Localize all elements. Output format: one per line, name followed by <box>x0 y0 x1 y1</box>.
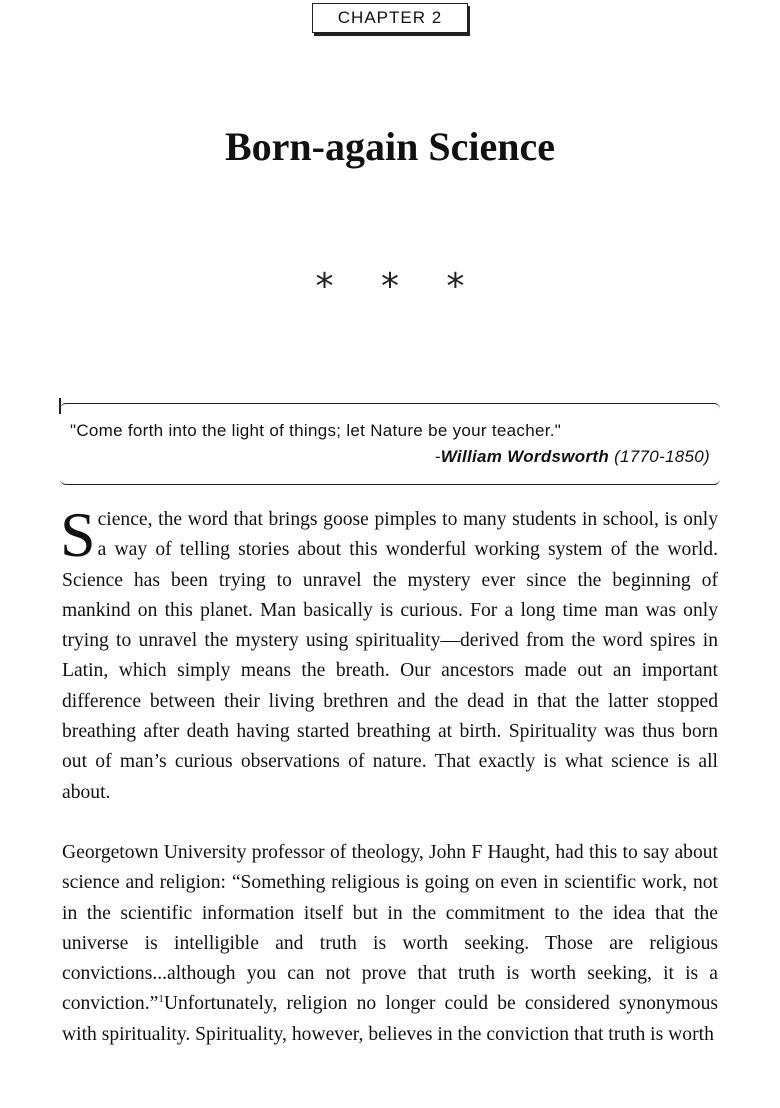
paragraph-2-text: Georgetown University professor of theology, John F Haught, had this to say about science and religion: “Something religious is going on even in scientific work, not in the scientific information itself but in the commitment to the idea that the universe is intelligible and truth is worth seeking. Those are religious convictions...although you can not prove that truth is worth seeking, it is a conviction.” <box>62 841 718 1015</box>
attribution-dash: - <box>434 447 441 466</box>
chapter-label: CHAPTER 2 <box>312 3 468 33</box>
epigraph-corner-mark <box>59 398 61 414</box>
paragraph-1 <box>60 499 718 808</box>
asterism-ornament: * * * <box>315 266 483 307</box>
paragraph-2 <box>62 838 718 1050</box>
footnote-marker: 1 <box>158 993 164 1006</box>
drop-cap: S <box>60 499 96 570</box>
chapter-title: Born-again Science <box>225 124 555 169</box>
paragraph-1-text: cience, the word that brings goose pimples to many students in school, is only a way of telling stories about this wonderful working system of the world. Science has been trying to unravel the mystery ever since the beginning of mankind on this planet. Man basically is curious. For a long time man was only trying to unravel the mystery using spirituality—derived from the word spires in Latin, which simply means the breath. Our ancestors made out an important difference between their living brethren and the dead in that the latter stopped breathing after death having started breathing at birth. Spirituality was thus born out of man’s curious observations of nature. That exactly is what science is all about. <box>62 509 718 803</box>
paragraph-2-text-continued: Unfortunately, religion no longer could be considered synonymous with spirituality. Spirituality, however, believes in the conviction that truth is worth <box>62 993 718 1045</box>
body-text <box>60 499 718 1050</box>
epigraph-quote: "Come forth into the light of things; let Nature be your teacher." <box>70 421 562 440</box>
attribution-dates: (1770-1850) <box>609 447 710 466</box>
epigraph-box <box>60 403 720 485</box>
epigraph-attribution <box>435 447 710 467</box>
attribution-author: William Wordsworth <box>440 447 610 466</box>
